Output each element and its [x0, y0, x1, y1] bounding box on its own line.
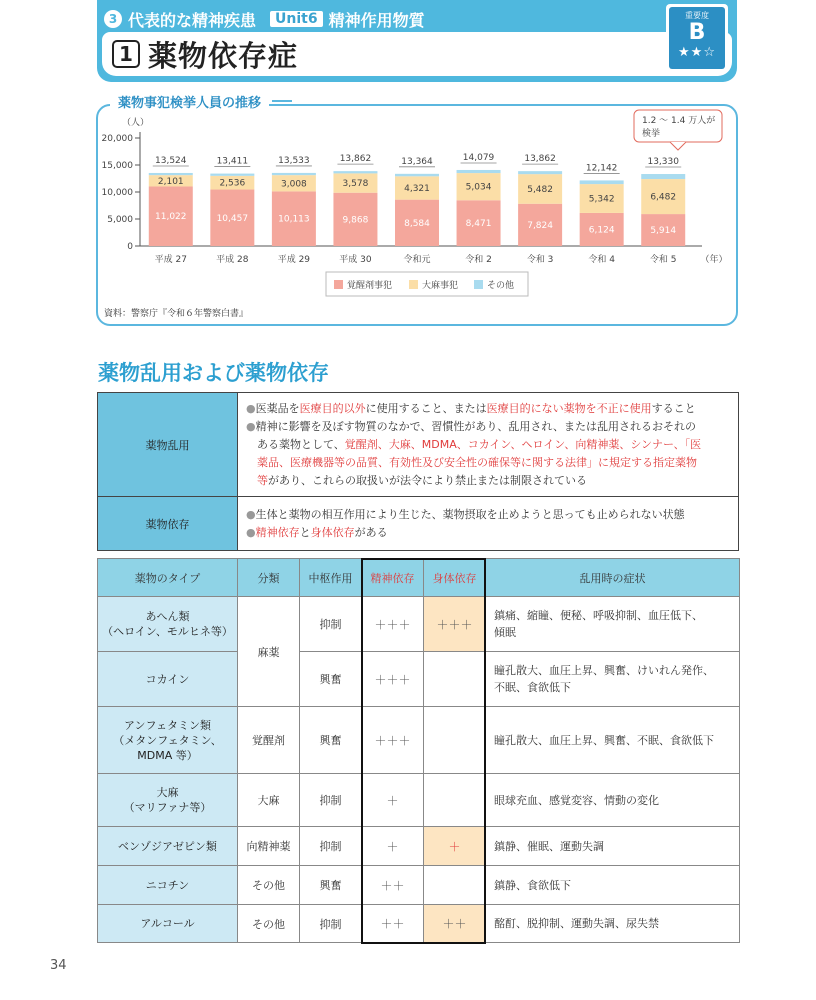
drug-symptoms: 眼球充血、感覚変容、情動の変化: [486, 774, 740, 827]
dependence-bullet-1: ●生体と薬物の相互作用により生じた、薬物摂取を止めようと思っても止められない状態: [246, 507, 685, 521]
x-axis-label: （年）: [700, 255, 728, 265]
bar-value-label: 7,824: [527, 220, 553, 231]
drug-table-header: [98, 559, 740, 597]
legend-swatch: [334, 280, 343, 289]
chapter-title: 代表的な精神疾患: [128, 10, 257, 30]
drug-name: ニコチン: [98, 866, 238, 905]
section-title-box: [102, 32, 732, 76]
bar-value-label: 11,022: [155, 212, 187, 223]
bar-segment: [272, 173, 316, 175]
header-physical-dependence: 身体依存: [424, 559, 486, 597]
unit-badge: Unit6: [270, 11, 323, 27]
psych-dependence: ＋＋＋: [362, 652, 424, 707]
drug-class: 大麻: [238, 774, 300, 827]
definition-label-abuse: 薬物乱用: [98, 393, 238, 497]
x-tick-label: 平成 28: [216, 255, 249, 265]
bar-value-label: 5,914: [650, 226, 677, 237]
importance-label: 重要度: [685, 11, 709, 20]
bar-value-label: 3,578: [342, 179, 369, 190]
chart-source: 資料：警察庁『令和６年警察白書』: [104, 309, 249, 319]
drug-name: あへん類 （ヘロイン、モルヒネ等）: [98, 597, 238, 652]
y-axis-label: （人）: [122, 118, 150, 128]
bar-total-label: 13,533: [278, 155, 310, 166]
x-tick-label: 令和元: [403, 255, 431, 265]
chapter-line: [104, 7, 425, 31]
annotation-pointer: [670, 142, 686, 150]
physical-dependence: [424, 707, 486, 774]
x-tick-label: 令和 5: [649, 255, 677, 265]
drug-action: 抑制: [300, 827, 362, 866]
drug-name: アンフェタミン類 （メタンフェタミン、 MDMA 等）: [98, 707, 238, 774]
bar-value-label: 8,471: [465, 219, 492, 230]
definition-row-dependence: [98, 497, 739, 551]
physical-dependence: [424, 774, 486, 827]
bar-value-label: 10,457: [216, 213, 249, 224]
bar-value-label: 4,321: [404, 183, 430, 194]
drug-class: 向精神薬: [238, 827, 300, 866]
table-row: [98, 827, 740, 866]
drug-action: 抑制: [300, 905, 362, 943]
bullet-icon: ●: [246, 507, 256, 521]
abuse-bullet-2: ●精神に影響を及ぼす物質のなかで、習慣性があり、乱用され、または乱用されるおそれの ある薬物として、覚醒剤、大麻、MDMA、コカイン、ヘロイン、向精神薬、シンナー、「医 薬品、医療機器等の品質、有効性及び安全性の確保等に関する法律」に規定する指定薬物 等があり、これらの取扱いが法令により禁止または制限されている: [246, 419, 702, 487]
definition-text-dependence: [238, 497, 739, 551]
drug-symptoms: 鎮痛、縮瞳、便秘、呼吸抑制、血圧低下、 傾眠: [486, 597, 740, 652]
x-tick-label: 令和 3: [526, 255, 554, 265]
definition-table: [97, 392, 739, 551]
drug-class: 麻薬: [238, 597, 300, 707]
drug-symptoms: 鎮静、食欲低下: [486, 866, 740, 905]
bullet-icon: ●: [246, 525, 256, 539]
header-drug-type: 薬物のタイプ: [98, 559, 238, 597]
bullet-icon: ●: [246, 419, 256, 433]
table-row: [98, 905, 740, 943]
bar-value-label: 10,113: [278, 214, 310, 225]
legend-label: その他: [487, 281, 515, 291]
bar-value-label: 2,101: [157, 176, 184, 187]
header-psychological-dependence: 精神依存: [362, 559, 424, 597]
x-tick-label: 平成 27: [154, 255, 187, 265]
bar-value-label: 6,124: [588, 225, 615, 236]
bar-total-label: 13,411: [216, 156, 249, 167]
table-row: [98, 707, 740, 774]
abuse-bullet-1: ●医薬品を医療目的以外に使用すること、または医療目的にない薬物を不正に使用すること: [246, 401, 696, 415]
bar-segment: [149, 173, 193, 175]
bar-total-label: 13,524: [155, 155, 187, 166]
drug-class: 覚醒剤: [238, 707, 300, 774]
header-classification: 分類: [238, 559, 300, 597]
physical-dependence: ＋＋: [424, 905, 486, 943]
table-row: [98, 774, 740, 827]
physical-dependence: ＋: [424, 827, 486, 866]
drug-name: 大麻 （マリファナ等）: [98, 774, 238, 827]
bar-value-label: 5,342: [588, 194, 615, 205]
unit-title: 精神作用物質: [328, 10, 425, 30]
psych-dependence: ＋: [362, 827, 424, 866]
page-number: 34: [50, 958, 67, 973]
bar-total-label: 12,142: [585, 163, 618, 174]
bar-value-label: 6,482: [650, 192, 677, 203]
psych-dependence: ＋＋＋: [362, 707, 424, 774]
physical-dependence: [424, 866, 486, 905]
table-row: [98, 866, 740, 905]
drug-class: その他: [238, 905, 300, 943]
bar-segment: [580, 180, 624, 184]
bar-segment: [333, 171, 377, 173]
drug-symptoms: 酩酊、脱抑制、運動失調、尿失禁: [486, 905, 740, 943]
table-row: [98, 597, 740, 652]
drug-name: ベンゾジアゼピン類: [98, 827, 238, 866]
x-tick-label: 平成 30: [339, 255, 372, 265]
chart-title-rule: [272, 100, 292, 102]
dependence-bullet-2: ●精神依存と身体依存がある: [246, 525, 388, 539]
psych-dependence: ＋＋＋: [362, 597, 424, 652]
drug-action: 興奮: [300, 652, 362, 707]
psych-dependence: ＋＋: [362, 905, 424, 943]
annotation-text: 1.2 ～ 1.4 万人が: [642, 116, 716, 126]
chart-caption: 薬物事犯検挙人員の推移: [110, 92, 269, 111]
header-symptoms: 乱用時の症状: [486, 559, 740, 597]
section-heading: 薬物乱用および薬物依存: [98, 361, 329, 385]
drug-class: その他: [238, 866, 300, 905]
bar-segment: [395, 174, 439, 176]
importance-grade: B: [688, 20, 706, 45]
chapter-number: 3: [104, 10, 122, 28]
drug-symptoms: 瞳孔散大、血圧上昇、興奮、不眠、食欲低下: [486, 707, 740, 774]
annotation-text: 検挙: [642, 129, 661, 139]
bar-total-label: 13,330: [647, 157, 679, 168]
physical-dependence: [424, 652, 486, 707]
x-tick-label: 平成 29: [277, 255, 311, 265]
y-tick-label: 20,000: [101, 134, 133, 144]
bar-value-label: 5,034: [465, 182, 492, 193]
drug-name: アルコール: [98, 905, 238, 943]
page-title: 薬物依存症: [148, 38, 299, 73]
y-tick-label: 15,000: [101, 161, 133, 171]
drug-type-table: [97, 558, 740, 943]
header-cns-action: 中枢作用: [300, 559, 362, 597]
drug-symptoms: 瞳孔散大、血圧上昇、興奮、けいれん発作、 不眠、食欲低下: [486, 652, 740, 707]
drug-action: 抑制: [300, 774, 362, 827]
bar-total-label: 14,079: [462, 152, 495, 163]
y-tick-label: 5,000: [107, 215, 133, 225]
legend-label: 覚醒剤事犯: [347, 281, 393, 291]
y-tick-label: 0: [127, 242, 133, 252]
bar-segment: [641, 174, 685, 179]
legend-swatch: [409, 280, 418, 289]
legend-swatch: [474, 280, 483, 289]
table-row: [98, 652, 740, 707]
section-number: 1: [112, 40, 140, 68]
legend-label: 大麻事犯: [422, 281, 459, 291]
x-tick-label: 令和 4: [588, 255, 615, 265]
bar-segment: [518, 171, 562, 174]
physical-dependence: ＋＋＋: [424, 597, 486, 652]
bar-segment: [457, 170, 501, 173]
definition-row-abuse: [98, 393, 739, 497]
drug-action: 興奮: [300, 707, 362, 774]
bar-value-label: 3,008: [281, 179, 307, 190]
bar-segment: [210, 174, 254, 176]
bar-total-label: 13,364: [401, 156, 433, 167]
importance-stars: ★★☆: [678, 45, 716, 60]
definition-text-abuse: [238, 393, 739, 497]
definition-label-dependence: 薬物依存: [98, 497, 238, 551]
stacked-bar-chart: [98, 106, 734, 306]
drug-action: 興奮: [300, 866, 362, 905]
bar-total-label: 13,862: [524, 154, 556, 165]
psych-dependence: ＋: [362, 774, 424, 827]
drug-action: 抑制: [300, 597, 362, 652]
drug-name: コカイン: [98, 652, 238, 707]
psych-dependence: ＋＋: [362, 866, 424, 905]
bar-value-label: 8,584: [404, 218, 430, 229]
x-tick-label: 令和 2: [465, 255, 492, 265]
y-tick-label: 10,000: [101, 188, 133, 198]
importance-badge: [666, 4, 728, 72]
bar-value-label: 9,868: [342, 215, 369, 226]
bar-total-label: 13,862: [339, 154, 372, 165]
bar-value-label: 5,482: [527, 184, 553, 195]
drug-symptoms: 鎮静、催眠、運動失調: [486, 827, 740, 866]
bar-value-label: 2,536: [219, 178, 246, 189]
bullet-icon: ●: [246, 401, 256, 415]
